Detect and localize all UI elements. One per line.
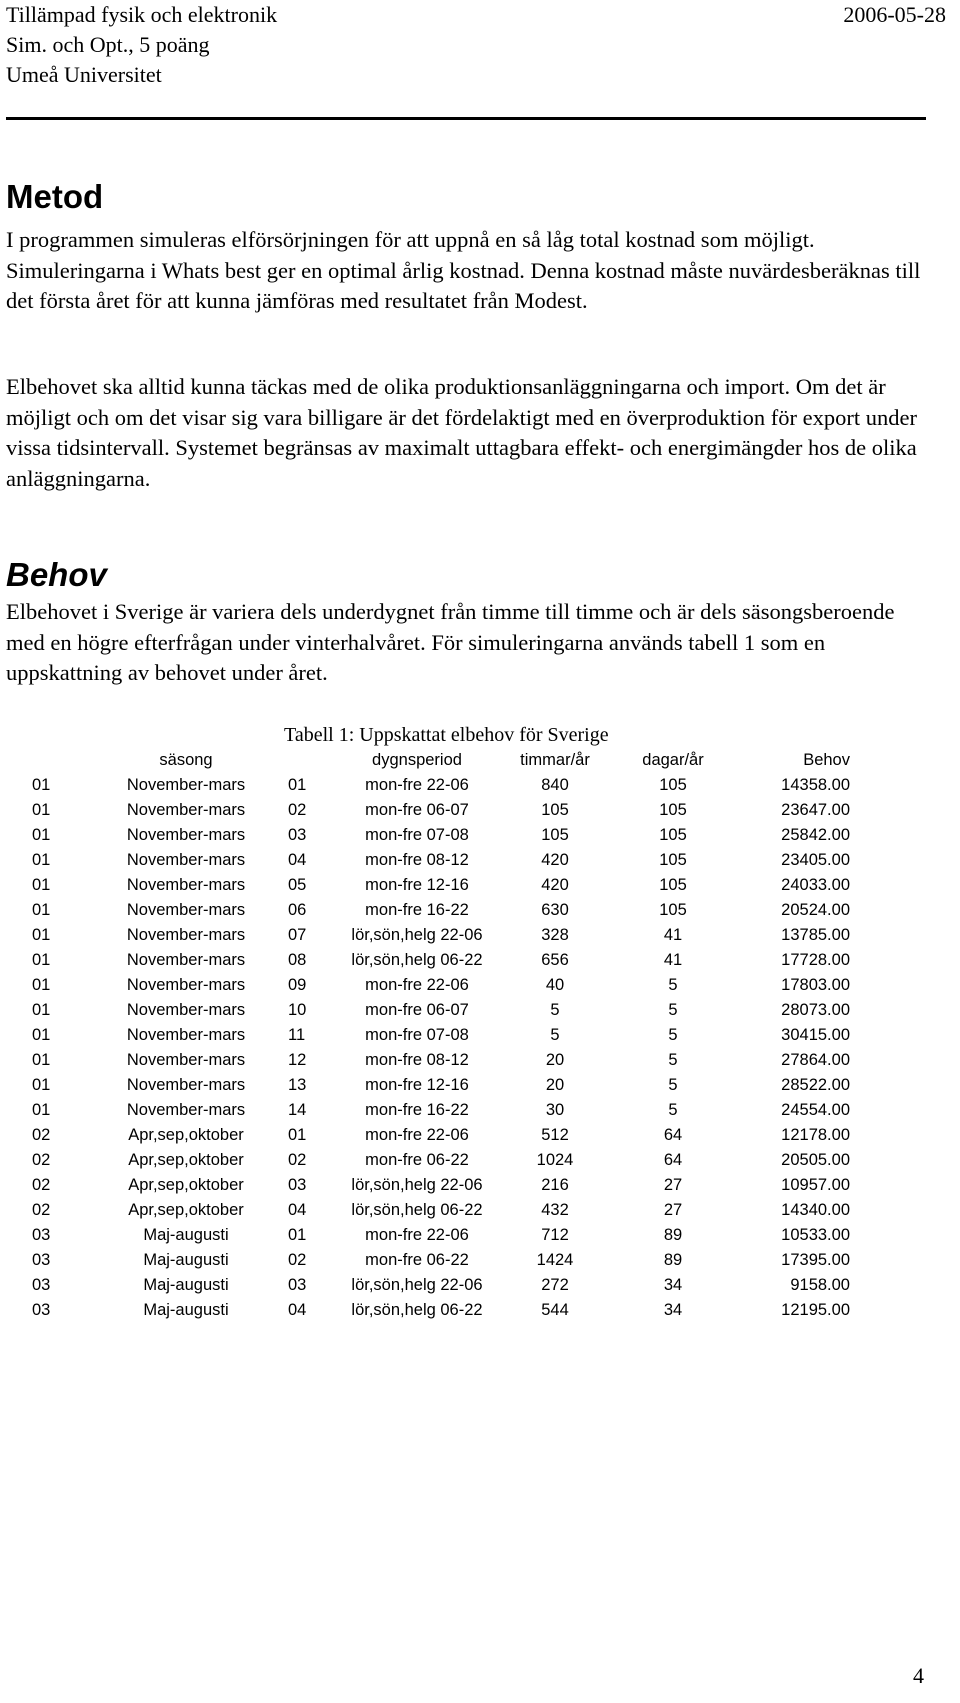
cell-period-code: 03 <box>288 1176 307 1194</box>
cell-day-period: mon-fre 06-22 <box>365 1151 469 1169</box>
cell-days-per-year: 89 <box>663 1251 683 1269</box>
cell-demand: 9158.00 <box>790 1276 850 1294</box>
cell-season: November-mars <box>126 1051 246 1069</box>
cell-period-code: 14 <box>288 1101 307 1119</box>
cell-day-period: lör,sön,helg 06-22 <box>351 1201 483 1219</box>
cell-day-period: mon-fre 12-16 <box>365 876 469 894</box>
cell-days-per-year: 64 <box>663 1126 683 1144</box>
page-number: 4 <box>913 1663 924 1688</box>
metod-paragraph-1: I programmen simuleras elförsörjningen för att uppnå en så låg total kostnad som möjligt. Simuleringarna i Whats best ger en optimal årlig kostnad. Denna kostnad måste nuvärdesberäknas till det första året för att kunna jämföras med resultatet från Modest. <box>6 227 921 313</box>
cell-days-per-year: 105 <box>659 776 687 794</box>
cell-hours-per-year: 656 <box>541 951 569 969</box>
cell-demand: 20524.00 <box>781 901 850 919</box>
cell-hours-per-year: 40 <box>545 976 565 994</box>
cell-season-code: 02 <box>32 1201 51 1219</box>
cell-demand: 28073.00 <box>781 1001 850 1019</box>
table-row <box>32 1198 850 1223</box>
cell-day-period: lör,sön,helg 22-06 <box>351 926 483 944</box>
cell-hours-per-year: 432 <box>541 1201 569 1219</box>
cell-season: November-mars <box>126 801 246 819</box>
cell-season-code: 01 <box>32 1076 51 1094</box>
cell-season-code: 02 <box>32 1176 51 1194</box>
cell-hours-per-year: 1024 <box>536 1151 574 1169</box>
cell-demand: 20505.00 <box>781 1151 850 1169</box>
cell-day-period: lör,sön,helg 22-06 <box>351 1176 483 1194</box>
cell-season: November-mars <box>126 826 246 844</box>
cell-day-period: lör,sön,helg 22-06 <box>351 1276 483 1294</box>
cell-period-code: 09 <box>288 976 307 994</box>
cell-demand: 24554.00 <box>781 1101 850 1119</box>
cell-period-code: 11 <box>288 1026 306 1044</box>
cell-days-per-year: 5 <box>668 1076 678 1094</box>
cell-demand: 23647.00 <box>781 801 850 819</box>
cell-period-code: 13 <box>288 1076 307 1094</box>
table-caption: Tabell 1: Uppskattat elbehov för Sverige <box>284 724 609 746</box>
cell-season: Apr,sep,oktober <box>128 1151 244 1169</box>
table-row <box>32 1023 850 1048</box>
cell-days-per-year: 5 <box>668 976 678 994</box>
cell-hours-per-year: 216 <box>541 1176 569 1194</box>
cell-period-code: 02 <box>288 1251 307 1269</box>
cell-period-code: 03 <box>288 1276 307 1294</box>
header-date: 2006-05-28 <box>843 2 946 27</box>
section-heading-behov: Behov <box>6 556 107 593</box>
cell-season: Maj-augusti <box>143 1301 229 1319</box>
cell-season-code: 01 <box>32 1051 51 1069</box>
cell-season: Apr,sep,oktober <box>128 1176 244 1194</box>
metod-paragraph-2: Elbehovet ska alltid kunna täckas med de olika produktionsanläggningarna och import. Om det är möjligt och om det visar sig vara billigare är det fördelaktigt med en överproduktion för export under vissa tidsintervall. Systemet begränsas av maximalt uttagbara effekt- och energimängder hos de olika anläggningarna. <box>6 374 917 491</box>
table-row <box>32 798 850 823</box>
table-row <box>32 973 850 998</box>
table-row <box>32 773 850 798</box>
cell-season-code: 03 <box>32 1276 51 1294</box>
cell-period-code: 04 <box>288 851 307 869</box>
cell-demand: 17395.00 <box>781 1251 850 1269</box>
cell-hours-per-year: 512 <box>541 1126 569 1144</box>
cell-day-period: mon-fre 22-06 <box>365 776 469 794</box>
table-header-row <box>32 748 850 773</box>
cell-season: November-mars <box>126 976 246 994</box>
cell-hours-per-year: 544 <box>541 1301 569 1319</box>
cell-day-period: mon-fre 22-06 <box>365 1126 469 1144</box>
cell-day-period: mon-fre 06-07 <box>365 801 469 819</box>
cell-season: Apr,sep,oktober <box>128 1201 244 1219</box>
cell-season: November-mars <box>126 876 246 894</box>
cell-period-code: 01 <box>288 1126 307 1144</box>
cell-hours-per-year: 630 <box>541 901 569 919</box>
cell-day-period: mon-fre 06-22 <box>365 1251 469 1269</box>
cell-season: November-mars <box>126 851 246 869</box>
cell-days-per-year: 5 <box>668 1001 678 1019</box>
cell-demand: 17728.00 <box>781 951 850 969</box>
cell-day-period: mon-fre 08-12 <box>365 851 469 869</box>
cell-days-per-year: 27 <box>663 1201 683 1219</box>
table-row <box>32 998 850 1023</box>
cell-period-code: 01 <box>288 1226 307 1244</box>
cell-demand: 10533.00 <box>781 1226 850 1244</box>
column-header <box>288 748 338 773</box>
cell-days-per-year: 5 <box>668 1051 678 1069</box>
cell-season-code: 01 <box>32 851 51 869</box>
cell-demand: 12195.00 <box>781 1301 850 1319</box>
cell-demand: 27864.00 <box>781 1051 850 1069</box>
cell-season-code: 01 <box>32 801 51 819</box>
cell-days-per-year: 64 <box>663 1151 683 1169</box>
cell-days-per-year: 5 <box>668 1101 678 1119</box>
cell-season: November-mars <box>126 951 246 969</box>
cell-demand: 17803.00 <box>781 976 850 994</box>
cell-demand: 23405.00 <box>781 851 850 869</box>
cell-days-per-year: 41 <box>663 926 683 944</box>
cell-demand: 14340.00 <box>781 1201 850 1219</box>
cell-period-code: 02 <box>288 801 307 819</box>
cell-season-code: 01 <box>32 1026 51 1044</box>
cell-day-period: mon-fre 08-12 <box>365 1051 469 1069</box>
cell-day-period: mon-fre 06-07 <box>365 1001 469 1019</box>
table-row <box>32 848 850 873</box>
cell-period-code: 12 <box>288 1051 307 1069</box>
cell-days-per-year: 27 <box>663 1176 683 1194</box>
table-row <box>32 948 850 973</box>
cell-season: November-mars <box>126 926 246 944</box>
cell-season-code: 02 <box>32 1151 51 1169</box>
cell-hours-per-year: 420 <box>541 851 569 869</box>
cell-day-period: mon-fre 16-22 <box>365 1101 469 1119</box>
cell-season: Apr,sep,oktober <box>128 1126 244 1144</box>
cell-demand: 10957.00 <box>781 1176 850 1194</box>
cell-season-code: 03 <box>32 1251 51 1269</box>
cell-season-code: 01 <box>32 1101 51 1119</box>
cell-days-per-year: 41 <box>663 951 683 969</box>
column-header: Behov <box>803 751 850 769</box>
cell-demand: 28522.00 <box>781 1076 850 1094</box>
table-row <box>32 1173 850 1198</box>
cell-season-code: 03 <box>32 1226 51 1244</box>
cell-season-code: 01 <box>32 926 51 944</box>
cell-days-per-year: 105 <box>659 876 687 894</box>
cell-season-code: 01 <box>32 1001 51 1019</box>
cell-day-period: lör,sön,helg 06-22 <box>351 951 483 969</box>
cell-period-code: 04 <box>288 1201 307 1219</box>
cell-period-code: 04 <box>288 1301 307 1319</box>
cell-days-per-year: 34 <box>663 1301 683 1319</box>
cell-demand: 13785.00 <box>781 926 850 944</box>
page-header <box>6 0 946 90</box>
cell-days-per-year: 34 <box>663 1276 683 1294</box>
cell-days-per-year: 105 <box>659 851 687 869</box>
header-department: Tillämpad fysik och elektronik <box>6 2 278 27</box>
table-row <box>32 1248 850 1273</box>
table-row <box>32 1298 850 1323</box>
table-row <box>32 923 850 948</box>
column-header: säsong <box>159 751 213 769</box>
table-row <box>32 1048 850 1073</box>
cell-season: Maj-augusti <box>143 1251 229 1269</box>
cell-season-code: 01 <box>32 976 51 994</box>
cell-hours-per-year: 30 <box>545 1101 565 1119</box>
cell-hours-per-year: 420 <box>541 876 569 894</box>
cell-season: November-mars <box>126 901 246 919</box>
cell-days-per-year: 105 <box>659 901 687 919</box>
cell-demand: 24033.00 <box>781 876 850 894</box>
cell-hours-per-year: 328 <box>541 926 569 944</box>
cell-days-per-year: 105 <box>659 826 687 844</box>
cell-day-period: lör,sön,helg 06-22 <box>351 1301 483 1319</box>
column-header: dygnsperiod <box>372 751 462 769</box>
cell-hours-per-year: 5 <box>550 1026 560 1044</box>
column-header <box>32 748 84 773</box>
cell-days-per-year: 5 <box>668 1026 678 1044</box>
cell-day-period: mon-fre 16-22 <box>365 901 469 919</box>
cell-period-code: 01 <box>288 776 307 794</box>
cell-period-code: 06 <box>288 901 307 919</box>
cell-season: November-mars <box>126 1101 246 1119</box>
cell-period-code: 03 <box>288 826 307 844</box>
table-row <box>32 873 850 898</box>
cell-season-code: 01 <box>32 951 51 969</box>
cell-hours-per-year: 20 <box>545 1051 565 1069</box>
header-rule <box>6 117 926 120</box>
cell-days-per-year: 105 <box>659 801 687 819</box>
cell-season-code: 01 <box>32 776 51 794</box>
cell-season-code: 01 <box>32 826 51 844</box>
cell-hours-per-year: 840 <box>541 776 569 794</box>
table-row <box>32 1073 850 1098</box>
table-row <box>32 1273 850 1298</box>
cell-period-code: 10 <box>288 1001 307 1019</box>
cell-season: November-mars <box>126 776 246 794</box>
cell-demand: 14358.00 <box>781 776 850 794</box>
cell-period-code: 08 <box>288 951 307 969</box>
cell-period-code: 02 <box>288 1151 307 1169</box>
cell-season-code: 02 <box>32 1126 51 1144</box>
cell-hours-per-year: 20 <box>545 1076 565 1094</box>
table-row <box>32 1098 850 1123</box>
header-course: Sim. och Opt., 5 poäng <box>6 32 210 57</box>
cell-season: November-mars <box>126 1076 246 1094</box>
table-row <box>32 898 850 923</box>
cell-season: November-mars <box>126 1001 246 1019</box>
table-row <box>32 1148 850 1173</box>
cell-season-code: 01 <box>32 901 51 919</box>
header-university: Umeå Universitet <box>6 62 162 87</box>
table-row <box>32 823 850 848</box>
table-row <box>32 1123 850 1148</box>
table-row <box>32 1223 850 1248</box>
cell-hours-per-year: 712 <box>541 1226 569 1244</box>
cell-demand: 12178.00 <box>781 1126 850 1144</box>
cell-season-code: 03 <box>32 1301 51 1319</box>
cell-day-period: mon-fre 07-08 <box>365 1026 469 1044</box>
cell-demand: 25842.00 <box>781 826 850 844</box>
cell-day-period: mon-fre 07-08 <box>365 826 469 844</box>
cell-hours-per-year: 272 <box>541 1276 569 1294</box>
column-header: dagar/år <box>642 751 704 769</box>
cell-season: Maj-augusti <box>143 1276 229 1294</box>
cell-season: Maj-augusti <box>143 1226 229 1244</box>
cell-days-per-year: 89 <box>663 1226 683 1244</box>
section-heading-metod: Metod <box>6 178 104 215</box>
cell-day-period: mon-fre 12-16 <box>365 1076 469 1094</box>
cell-hours-per-year: 5 <box>550 1001 560 1019</box>
behov-paragraph-1: Elbehovet i Sverige är variera dels underdygnet från timme till timme och är dels säsongsberoende med en högre efterfrågan under vinterhalvåret. För simuleringarna används tabell 1 som en uppskattning av behovet under året. <box>6 599 895 685</box>
cell-hours-per-year: 105 <box>541 801 569 819</box>
cell-hours-per-year: 1424 <box>536 1251 574 1269</box>
column-header: timmar/år <box>520 751 590 769</box>
cell-day-period: mon-fre 22-06 <box>365 976 469 994</box>
cell-hours-per-year: 105 <box>541 826 569 844</box>
cell-period-code: 05 <box>288 876 307 894</box>
cell-demand: 30415.00 <box>781 1026 850 1044</box>
demand-table <box>32 748 850 1323</box>
cell-season-code: 01 <box>32 876 51 894</box>
cell-period-code: 07 <box>288 926 307 944</box>
cell-day-period: mon-fre 22-06 <box>365 1226 469 1244</box>
cell-season: November-mars <box>126 1026 246 1044</box>
